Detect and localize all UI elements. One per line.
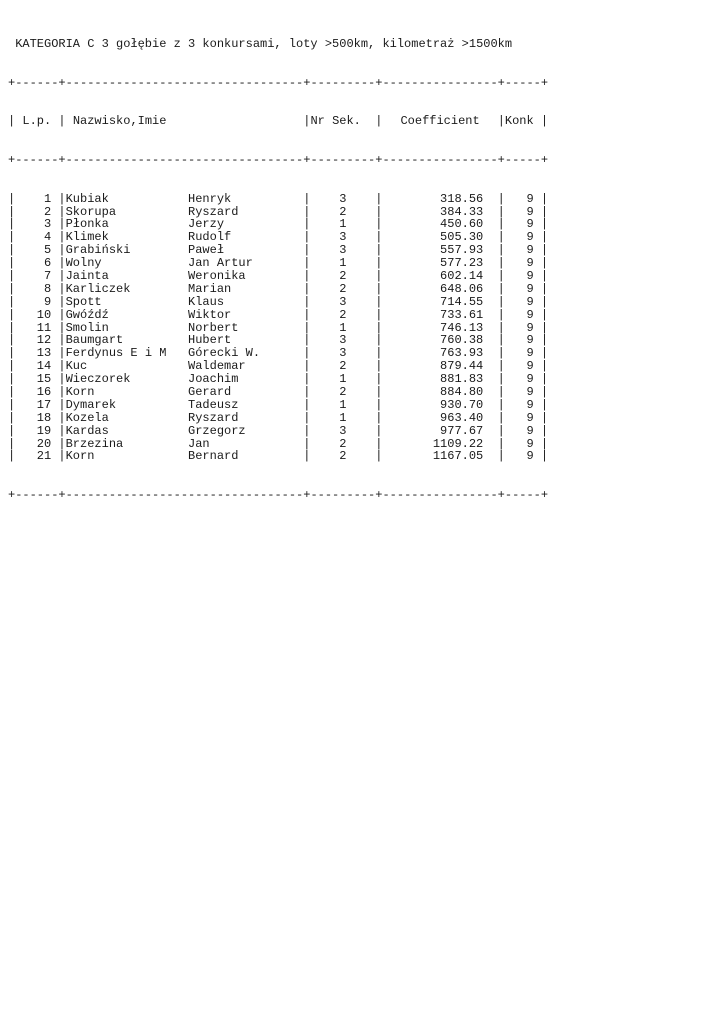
row-coefficient: 577.23 — [440, 257, 484, 270]
table-row: | 1 |Kubiak Henryk | 3 | 318.56 | 9 | — [8, 191, 549, 206]
row-name: Klaus — [188, 295, 225, 309]
table-row: | 8 |Karliczek Marian | 2 | 648.06 | 9 | — [8, 281, 549, 296]
row-surname: Klimek — [65, 231, 109, 245]
row-konk: 9 — [526, 360, 534, 374]
report-title: KATEGORIA C 3 gołębie z 3 konkursami, loty >500km, kilometraż >1500km — [15, 36, 513, 51]
table-row: | 12 |Baumgart Hubert | 3 | 760.38 | 9 | — [8, 333, 549, 348]
table-row: | 14 |Kuc Waldemar | 2 | 879.44 | 9 | — [8, 359, 549, 374]
row-konk: 9 — [526, 257, 534, 270]
row-lp: 8 — [44, 282, 52, 296]
row-coefficient: 557.93 — [440, 244, 484, 258]
row-coefficient: 746.13 — [440, 321, 484, 335]
header-konk: Konk — [504, 114, 534, 129]
table-row: | 10 |Gwóźdź Wiktor | 2 | 733.61 | 9 | — [8, 307, 549, 322]
row-lp: 13 — [36, 347, 52, 361]
row-name: Górecki W. — [188, 347, 261, 361]
row-konk: 9 — [526, 347, 534, 361]
row-konk: 9 — [526, 321, 534, 335]
row-coefficient: 977.67 — [440, 424, 484, 438]
row-name: Jerzy — [188, 218, 225, 232]
table-row: | 7 |Jainta Weronika | 2 | 602.14 | 9 | — [8, 268, 549, 283]
row-coefficient: 1167.05 — [432, 450, 484, 464]
row-section: 3 — [339, 295, 347, 309]
row-coefficient: 879.44 — [440, 360, 484, 374]
row-section: 2 — [339, 205, 347, 219]
row-lp: 11 — [36, 321, 52, 335]
header-lp: L.p. — [22, 114, 52, 129]
row-name: Jan — [188, 437, 210, 451]
row-section: 3 — [339, 231, 347, 245]
table-row: | 3 |Płonka Jerzy | 1 | 450.60 | 9 | — [8, 217, 549, 232]
row-section: 3 — [339, 192, 347, 206]
row-section: 1 — [339, 257, 347, 270]
row-lp: 1 — [44, 192, 52, 206]
row-konk: 9 — [526, 411, 534, 425]
table-row: | 18 |Kozela Ryszard | 1 | 963.40 | 9 | — [8, 410, 549, 425]
row-name: Paweł — [188, 244, 225, 258]
row-konk: 9 — [526, 424, 534, 438]
row-coefficient: 384.33 — [440, 205, 484, 219]
row-name: Bernard — [188, 450, 239, 464]
row-konk: 9 — [526, 385, 534, 399]
row-lp: 21 — [36, 450, 52, 464]
row-name: Hubert — [188, 334, 232, 348]
row-coefficient: 714.55 — [440, 295, 484, 309]
row-section: 2 — [339, 269, 347, 283]
row-konk: 9 — [526, 192, 534, 206]
row-lp: 19 — [36, 424, 52, 438]
row-konk: 9 — [526, 218, 534, 232]
row-section: 2 — [339, 360, 347, 374]
row-lp: 9 — [44, 295, 52, 309]
row-konk: 9 — [526, 295, 534, 309]
row-coefficient: 881.83 — [440, 373, 484, 386]
row-name: Tadeusz — [188, 398, 239, 412]
row-coefficient: 648.06 — [440, 282, 484, 296]
row-konk: 9 — [526, 437, 534, 451]
row-lp: 4 — [44, 231, 52, 245]
row-coefficient: 760.38 — [440, 334, 484, 348]
row-name: Jan Artur — [188, 257, 253, 270]
row-lp: 10 — [36, 308, 52, 322]
row-name: Ryszard — [188, 411, 239, 425]
row-surname: Ferdynus E i M — [65, 347, 167, 361]
row-name: Gerard — [188, 385, 232, 399]
row-coefficient: 884.80 — [440, 385, 484, 399]
row-konk: 9 — [526, 373, 534, 386]
row-name: Henryk — [188, 192, 232, 206]
row-name: Marian — [188, 282, 232, 296]
row-konk: 9 — [526, 244, 534, 258]
row-lp: 3 — [44, 218, 52, 232]
row-surname: Baumgart — [65, 334, 124, 348]
table-row: | 21 |Korn Bernard | 2 | 1167.05 | 9 | — [8, 449, 549, 464]
table-row: | 11 |Smolin Norbert | 1 | 746.13 | 9 | — [8, 320, 549, 335]
row-coefficient: 733.61 — [440, 308, 484, 322]
row-surname: Korn — [65, 385, 95, 399]
row-konk: 9 — [526, 231, 534, 245]
row-name: Joachim — [188, 373, 239, 386]
row-section: 2 — [339, 282, 347, 296]
row-lp: 5 — [44, 244, 52, 258]
table-row: | 5 |Grabiński Paweł | 3 | 557.93 | 9 | — [8, 243, 549, 258]
row-surname: Kardas — [65, 424, 109, 438]
row-section: 1 — [339, 321, 347, 335]
row-surname: Kuc — [65, 360, 88, 374]
table-top-border: +------+---------------------------------+---------+----------------+-----+ — [8, 75, 549, 90]
row-section: 3 — [339, 424, 347, 438]
row-section: 1 — [339, 373, 347, 386]
row-section: 3 — [339, 347, 347, 361]
row-surname: Dymarek — [65, 398, 117, 412]
row-konk: 9 — [526, 282, 534, 296]
table-body — [8, 193, 548, 464]
row-coefficient: 505.30 — [440, 231, 484, 245]
row-lp: 18 — [36, 411, 52, 425]
row-section: 2 — [339, 385, 347, 399]
row-coefficient: 763.93 — [440, 347, 484, 361]
table-row: | 13 |Ferdynus E i M Górecki W. | 3 | 763.93 | 9 | — [8, 346, 549, 361]
row-coefficient: 450.60 — [440, 218, 484, 232]
row-name: Weronika — [188, 269, 246, 283]
row-lp: 2 — [44, 205, 52, 219]
table-row: | 4 |Klimek Rudolf | 3 | 505.30 | 9 | — [8, 230, 549, 245]
row-lp: 20 — [36, 437, 52, 451]
row-surname: Grabiński — [65, 244, 131, 258]
row-surname: Smolin — [65, 321, 109, 335]
row-name: Grzegorz — [188, 424, 246, 438]
header-name: Nazwisko,Imie — [72, 114, 167, 129]
row-lp: 12 — [36, 334, 52, 348]
row-konk: 9 — [526, 334, 534, 348]
row-lp: 14 — [36, 360, 52, 374]
row-surname: Kubiak — [65, 192, 109, 206]
row-name: Wiktor — [188, 308, 232, 322]
row-surname: Spott — [65, 295, 102, 309]
table-row: | 19 |Kardas Grzegorz | 3 | 977.67 | 9 | — [8, 423, 549, 438]
row-konk: 9 — [526, 269, 534, 283]
table-row: | 9 |Spott Klaus | 3 | 714.55 | 9 | — [8, 294, 549, 309]
row-surname: Karliczek — [65, 282, 131, 296]
row-name: Rudolf — [188, 231, 232, 245]
row-surname: Jainta — [65, 269, 109, 283]
table-row: | 16 |Korn Gerard | 2 | 884.80 | 9 | — [8, 384, 549, 399]
row-name: Ryszard — [188, 205, 239, 219]
row-konk: 9 — [526, 205, 534, 219]
row-section: 1 — [339, 411, 347, 425]
row-section: 2 — [339, 450, 347, 464]
table-bottom-border: +------+---------------------------------+---------+----------------+-----+ — [8, 488, 549, 503]
header-coefficient: Coefficient — [400, 114, 480, 129]
header-section: Nr Sek. — [310, 114, 361, 129]
row-coefficient: 602.14 — [440, 269, 484, 283]
row-name: Norbert — [188, 321, 239, 335]
row-lp: 16 — [36, 385, 52, 399]
row-surname: Skorupa — [65, 205, 117, 219]
row-section: 1 — [339, 218, 347, 232]
row-section: 2 — [339, 308, 347, 322]
table-row: | 20 |Brzezina Jan | 2 | 1109.22 | 9 | — [8, 436, 549, 451]
table-row: | 6 |Wolny Jan Artur | 1 | 577.23 | 9 | — [8, 256, 549, 271]
row-lp: 15 — [36, 373, 52, 386]
table-header-row: | L.p. | Nazwisko,Imie |Nr Sek. | Coefficient |Konk | — [8, 114, 549, 129]
row-surname: Gwóźdź — [65, 308, 109, 322]
table-header-border: +------+---------------------------------+---------+----------------+-----+ — [8, 152, 549, 167]
row-surname: Wolny — [65, 257, 102, 270]
table-row: | 2 |Skorupa Ryszard | 2 | 384.33 | 9 | — [8, 204, 549, 219]
row-name: Waldemar — [188, 360, 246, 374]
row-lp: 7 — [44, 269, 52, 283]
row-surname: Brzezina — [65, 437, 124, 451]
row-section: 3 — [339, 244, 347, 258]
row-surname: Kozela — [65, 411, 109, 425]
row-section: 2 — [339, 437, 347, 451]
row-konk: 9 — [526, 308, 534, 322]
row-lp: 6 — [44, 257, 52, 270]
row-coefficient: 963.40 — [440, 411, 484, 425]
row-coefficient: 930.70 — [440, 398, 484, 412]
row-section: 3 — [339, 334, 347, 348]
table-row: | 15 |Wieczorek Joachim | 1 | 881.83 | 9 | — [8, 372, 549, 387]
row-surname: Korn — [65, 450, 95, 464]
report-sheet — [8, 12, 548, 515]
row-coefficient: 318.56 — [440, 192, 484, 206]
row-surname: Wieczorek — [65, 373, 131, 386]
row-surname: Płonka — [65, 218, 109, 232]
row-konk: 9 — [526, 450, 534, 464]
table-row: | 17 |Dymarek Tadeusz | 1 | 930.70 | 9 | — [8, 397, 549, 412]
row-lp: 17 — [36, 398, 52, 412]
row-section: 1 — [339, 398, 347, 412]
row-konk: 9 — [526, 398, 534, 412]
row-coefficient: 1109.22 — [432, 437, 484, 451]
